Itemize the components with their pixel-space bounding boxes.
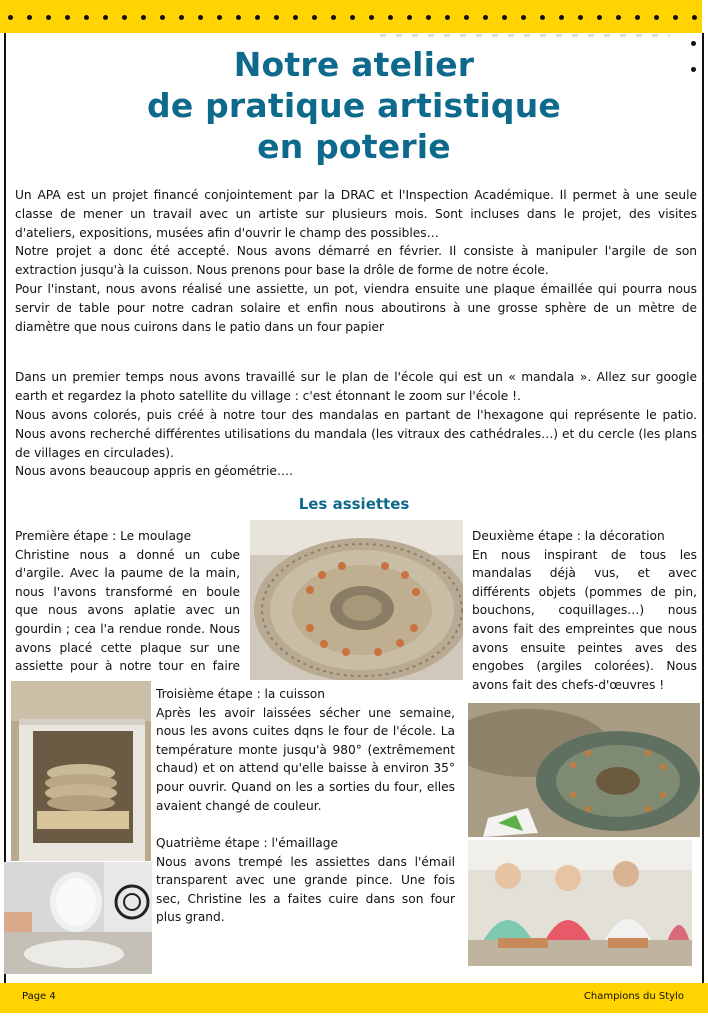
section-title: Les assiettes — [298, 495, 410, 513]
publication-name: Champions du Stylo — [583, 991, 684, 1002]
intro-paragraph: Un APA est un projet financé conjointement par la DRAC et l'Inspection Académique. Il permet à une seule classe de mener un travail avec un artiste sur plusieurs mois. Sont incluses dans le projet, des visites d'ateliers, expositions, musées afin d'ouvrir le champ des possibles… — [15, 188, 697, 240]
decor-dot — [597, 15, 602, 20]
step-body: Après les avoir laissées sécher une semaine, nous les avons cuites dqns le four de l'école. La température monte jusqu'à 980° (extrêmement chaud) et on attend qu'elle baisse à environ 35° pour ouvrir. Quand on les a sorties du four, elles avaient changé de couleur. — [156, 705, 455, 813]
decor-dot — [388, 15, 393, 20]
decor-dot — [578, 15, 583, 20]
intro-paragraph: Pour l'instant, nous avons réalisé une assiette, un pot, viendra ensuite une plaque émaillée qui pourra nous servir de table pour notre cadran solaire et enfin nous aboutirons à une grosse sphère de un mètre de diamètre que nous cuirons dans le patio dans un four papier — [15, 281, 697, 334]
decor-dot — [445, 15, 450, 20]
step-body: En nous inspirant de tous les mandalas déjà vus, et avec différents objets (pommes de pin, bouchons, coquillages…) nous avons fait des empreintes que nous avons ensuite peintes aves des engobes (argiles colorées). Nous avons fait des chefs-d'œuvres ! — [472, 547, 697, 692]
title-line-3: en poterie — [257, 127, 451, 166]
page-number: Page 4 — [22, 991, 56, 1002]
decor-dot — [84, 15, 89, 20]
decor-dot — [141, 15, 146, 20]
decor-dot — [673, 15, 678, 20]
decor-dot — [8, 15, 13, 20]
decor-dot — [559, 15, 564, 20]
decor-dot — [27, 15, 32, 20]
decor-dot — [464, 15, 469, 20]
decor-dot — [616, 15, 621, 20]
step-title: Troisième étape : la cuisson — [156, 687, 325, 701]
footer-banner — [0, 983, 708, 1013]
decor-dot — [426, 15, 431, 20]
decor-dot — [179, 15, 184, 20]
intro-paragraph: Nous avons beaucoup appris en géométrie…. — [15, 464, 293, 479]
photo-finished-plates — [468, 703, 700, 837]
decor-dot — [217, 15, 222, 20]
page-title — [0, 44, 708, 167]
step-3 — [156, 685, 455, 815]
intro-paragraph: Dans un premier temps nous avons travaillé sur le plan de l'école qui est un « mandala ». Allez sur google earth et regardez la photo satellite du village : c'est étonnant le zoom sur l'école !. — [15, 370, 697, 404]
decor-dot — [350, 15, 355, 20]
step-title: Deuxième étape : la décoration — [472, 529, 665, 543]
top-banner — [0, 0, 702, 33]
decor-dot — [502, 15, 507, 20]
intro-paragraph: Notre projet a donc été accepté. Nous avons démarré en février. Il consiste à manipuler l'argile de son extraction jusqu'à la cuisson. Nous prenons pour base la drôle de forme de notre école. — [15, 244, 697, 278]
step-title: Quatrième étape : l'émaillage — [156, 836, 338, 850]
photo-kiln — [11, 681, 151, 861]
decor-dot — [540, 15, 545, 20]
decor-dot — [312, 15, 317, 20]
decor-dot — [255, 15, 260, 20]
decor-dot — [160, 15, 165, 20]
decor-dot — [407, 15, 412, 20]
intro-text — [15, 186, 697, 481]
step-body: Christine nous a donné un cube d'argile. Avec la paume de la main, nous l'avons transformé en boule que nous avons aplatie avec un gourdin ; cea l'a rendue ronde. Nous avons placé cette plaque sur une assiette pour à notre tour en faire — [15, 547, 240, 674]
decor-dot — [692, 15, 697, 20]
step-2 — [472, 527, 697, 694]
decor-dot — [293, 15, 298, 20]
decor-dot — [103, 15, 108, 20]
step-4 — [156, 834, 455, 927]
decor-dot — [521, 15, 526, 20]
step-body: Nous avons trempé les assiettes dans l'émail transparent avec une grande pince. Une fois sec, Christine les a faites cuire dans son four plus grand. — [156, 854, 455, 925]
decor-dot — [654, 15, 659, 20]
decor-dot — [65, 15, 70, 20]
photo-glazing — [4, 862, 152, 974]
decor-dot — [483, 15, 488, 20]
step-title: Première étape : Le moulage — [15, 529, 192, 543]
decor-dot — [122, 15, 127, 20]
intro-paragraph: Nous avons colorés, puis créé à notre tour des mandalas en partant de l'hexagone qui représente le patio. Nous avons recherché différentes utilisations du mandala (les vitraux des cathédrales…) et du cercle (les plans de villages en circulades). — [15, 407, 697, 460]
decor-dot — [198, 15, 203, 20]
decor-dot — [331, 15, 336, 20]
title-line-2: de pratique artistique — [147, 86, 561, 125]
title-line-1: Notre atelier — [233, 45, 475, 84]
decor-dot — [236, 15, 241, 20]
decor-dot — [635, 15, 640, 20]
decor-dot — [46, 15, 51, 20]
decor-dot — [369, 15, 374, 20]
photo-decorated-plate — [250, 520, 463, 680]
decor-dot — [274, 15, 279, 20]
step-1 — [15, 527, 240, 694]
photo-children-working — [468, 840, 692, 966]
